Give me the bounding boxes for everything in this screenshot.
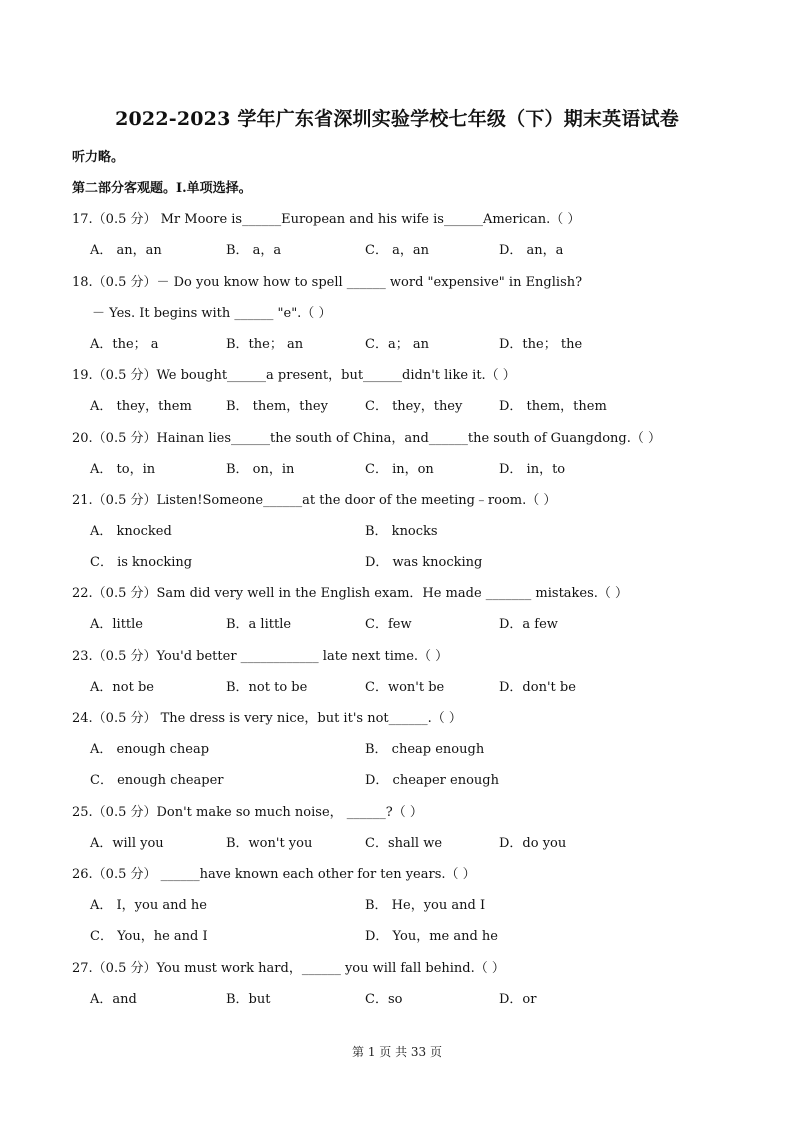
listening-note: 听力略。 [72,150,125,165]
option-c: C． a，an [365,243,429,258]
option-b: B．the； an [226,337,304,352]
question-24-options-row2 [0,769,794,787]
option-b: B． cheap enough [365,742,485,757]
question-17-stem: 17.（0.5 分） Mr Moore is______European and his wife is______American.（ ） [72,212,581,227]
question-26-stem: 26.（0.5 分） ______have known each other for ten years.（ ） [72,867,476,882]
question-21-stem: 21.（0.5 分）Listen!Someone______at the door of the meeting﹣room.（ ） [72,493,557,508]
option-d: D． was knocking [365,555,483,570]
option-c: C．won't be [365,680,445,695]
option-c: C．so [365,992,403,1007]
option-b: B．but [226,992,271,1007]
option-b: B．not to be [226,680,308,695]
question-19-options [0,395,794,413]
page-title: 2022-2023 学年广东省深圳实验学校七年级（下）期末英语试卷 [115,108,679,130]
question-18-stem-continued: － Yes. It begins with ______ "e".（ ） [92,306,332,321]
question-20-stem: 20.（0.5 分）Hainan lies______the south of China，and______the south of Guangdong.（ ） [72,431,661,446]
option-d: D．or [499,992,537,1007]
option-a: A．little [90,617,144,632]
question-24-options-row1 [0,738,794,756]
option-a: A． enough cheap [90,742,210,757]
option-d: D．the； the [499,337,583,352]
option-d: D． them，them [499,399,607,414]
option-c: C． You，he and I [90,929,208,944]
option-b: B． a，a [226,243,282,258]
option-a: A． I，you and he [90,898,207,913]
question-26-options-row1 [0,894,794,912]
option-c: C．shall we [365,836,443,851]
question-17-options [0,239,794,257]
option-a: A． they，them [90,399,192,414]
question-27-options [0,988,794,1006]
option-d: D．a few [499,617,558,632]
question-20-options [0,458,794,476]
option-d: D． You，me and he [365,929,499,944]
option-d: D． an，a [499,243,564,258]
option-a: A．will you [90,836,164,851]
question-24-stem: 24.（0.5 分） The dress is very nice，but it's not______.（ ） [72,711,462,726]
option-b: B． knocks [365,524,438,539]
question-26-options-row2 [0,925,794,943]
question-23-options [0,676,794,694]
option-c: C．few [365,617,412,632]
option-d: D． in，to [499,462,566,477]
option-c: C． in，on [365,462,434,477]
option-a: A． to，in [90,462,156,477]
option-d: D．do you [499,836,567,851]
option-a: A．and [90,992,137,1007]
question-27-stem: 27.（0.5 分）You must work hard，______ you will fall behind.（ ） [72,961,505,976]
option-d: D． cheaper enough [365,773,499,788]
page-footer: 第 1 页 共 33 页 [352,1045,442,1059]
option-b: B． He，you and I [365,898,486,913]
option-a: A．not be [90,680,154,695]
option-b: B．a little [226,617,292,632]
question-18-options [0,333,794,351]
section-heading: 第二部分客观题。I.单项选择。 [72,181,252,196]
question-25-stem: 25.（0.5 分）Don't make so much noise， ______?（ ） [72,805,423,820]
question-25-options [0,832,794,850]
option-b: B． them，they [226,399,328,414]
option-c: C． is knocking [90,555,193,570]
option-a: A．the； a [90,337,159,352]
option-c: C． they，they [365,399,463,414]
question-22-options [0,613,794,631]
option-b: B． on，in [226,462,295,477]
option-a: A． an，an [90,243,162,258]
question-23-stem: 23.（0.5 分）You'd better ____________ late next time.（ ） [72,649,449,664]
question-19-stem: 19.（0.5 分）We bought______a present，but______didn't like it.（ ） [72,368,516,383]
question-21-options-row2 [0,551,794,569]
option-d: D．don't be [499,680,576,695]
option-b: B．won't you [226,836,313,851]
option-a: A． knocked [90,524,172,539]
question-18-stem: 18.（0.5 分）－ Do you know how to spell ______ word "expensive" in English? [72,275,583,290]
question-22-stem: 22.（0.5 分）Sam did very well in the English exam．He made _______ mistakes.（ ） [72,586,629,601]
option-c: C．a； an [365,337,429,352]
option-c: C． enough cheaper [90,773,224,788]
question-21-options-row1 [0,520,794,538]
